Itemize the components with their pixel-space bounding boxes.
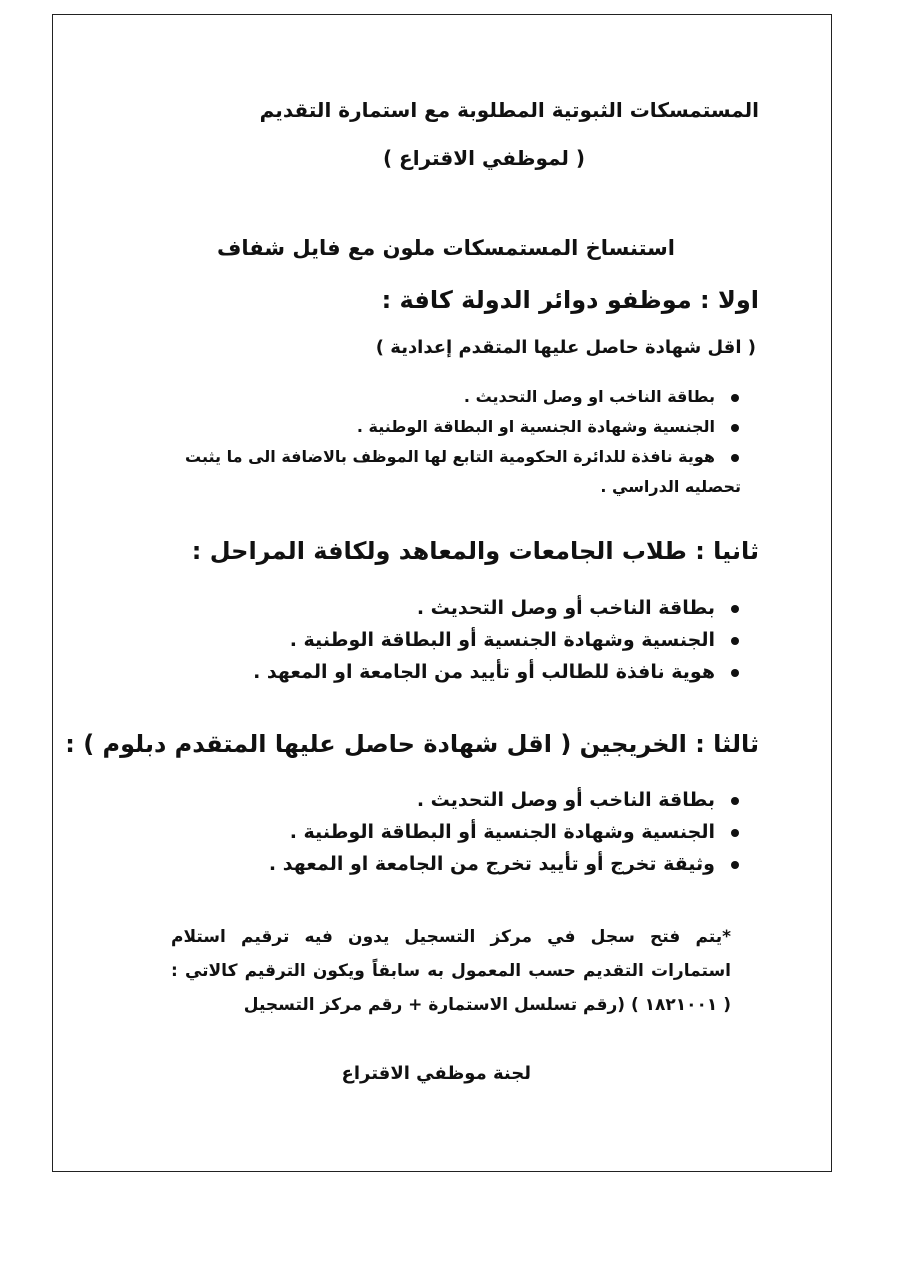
list-item-text: الجنسية وشهادة الجنسية او البطاقة الوطنية . — [356, 417, 715, 436]
list-item — [181, 412, 741, 442]
list-item — [181, 848, 741, 880]
bullet-icon — [731, 637, 739, 645]
bullet-icon — [731, 454, 739, 462]
section-second-heading: ثانيا : طلاب الجامعات والمعاهد ولكافة المراحل : — [191, 537, 759, 565]
section-second-list — [181, 592, 741, 688]
list-item-text: بطاقة الناخب أو وصل التحديث . — [416, 597, 715, 619]
list-item-continuation: تحصليه الدراسي . — [600, 477, 741, 496]
section-third-heading: ثالثا : الخريجين ( اقل شهادة حاصل عليها المتقدم دبلوم ) : — [65, 730, 759, 758]
list-item-text: بطاقة الناخب او وصل التحديث . — [463, 387, 715, 406]
list-item-text: بطاقة الناخب أو وصل التحديث . — [416, 789, 715, 811]
list-item-text: الجنسية وشهادة الجنسية أو البطاقة الوطنية . — [289, 821, 715, 843]
document-title: المستمسكات الثبوتية المطلوبة مع استمارة التقديم — [259, 98, 759, 122]
list-item — [181, 382, 741, 412]
list-item-text: هوية نافذة للطالب أو تأييد من الجامعة او المعهد . — [253, 661, 715, 683]
bullet-icon — [731, 605, 739, 613]
list-item-text: الجنسية وشهادة الجنسية أو البطاقة الوطنية . — [289, 629, 715, 651]
list-item-text: وثيقة تخرج أو تأييد تخرج من الجامعة او المعهد . — [268, 853, 715, 875]
bullet-icon — [731, 394, 739, 402]
list-item — [181, 624, 741, 656]
list-item — [181, 656, 741, 688]
section-first-heading: اولا : موظفو دوائر الدولة كافة : — [381, 286, 759, 314]
copy-instruction: استنساخ المستمسكات ملون مع فايل شفاف — [216, 236, 675, 260]
bullet-icon — [731, 829, 739, 837]
bullet-icon — [731, 669, 739, 677]
section-first-list — [181, 382, 741, 502]
section-third-list — [181, 784, 741, 880]
list-item-text: هوية نافذة للدائرة الحكومية التابع لها الموظف بالاضافة الى ما يثبت — [185, 447, 715, 466]
list-item — [181, 442, 741, 502]
document-subtitle: ( لموظفي الاقتراع ) — [382, 146, 585, 170]
registration-footnote: *يتم فتح سجل في مركز التسجيل يدون فيه ترقيم استلام استمارات التقديم حسب المعمول به سابقاً ويكون الترقيم كالاتي : ( ١٨٢١٠٠١ ) (رقم تسلسل الاستمارة + رقم مركز التسجيل — [171, 927, 731, 1015]
list-item — [181, 816, 741, 848]
bullet-icon — [731, 797, 739, 805]
list-item — [181, 592, 741, 624]
bullet-icon — [731, 424, 739, 432]
list-item — [181, 784, 741, 816]
bullet-icon — [731, 861, 739, 869]
section-first-note: ( اقل شهادة حاصل عليها المتقدم إعدادية ) — [375, 337, 756, 358]
committee-signature: لجنة موظفي الاقتراع — [341, 1063, 531, 1084]
